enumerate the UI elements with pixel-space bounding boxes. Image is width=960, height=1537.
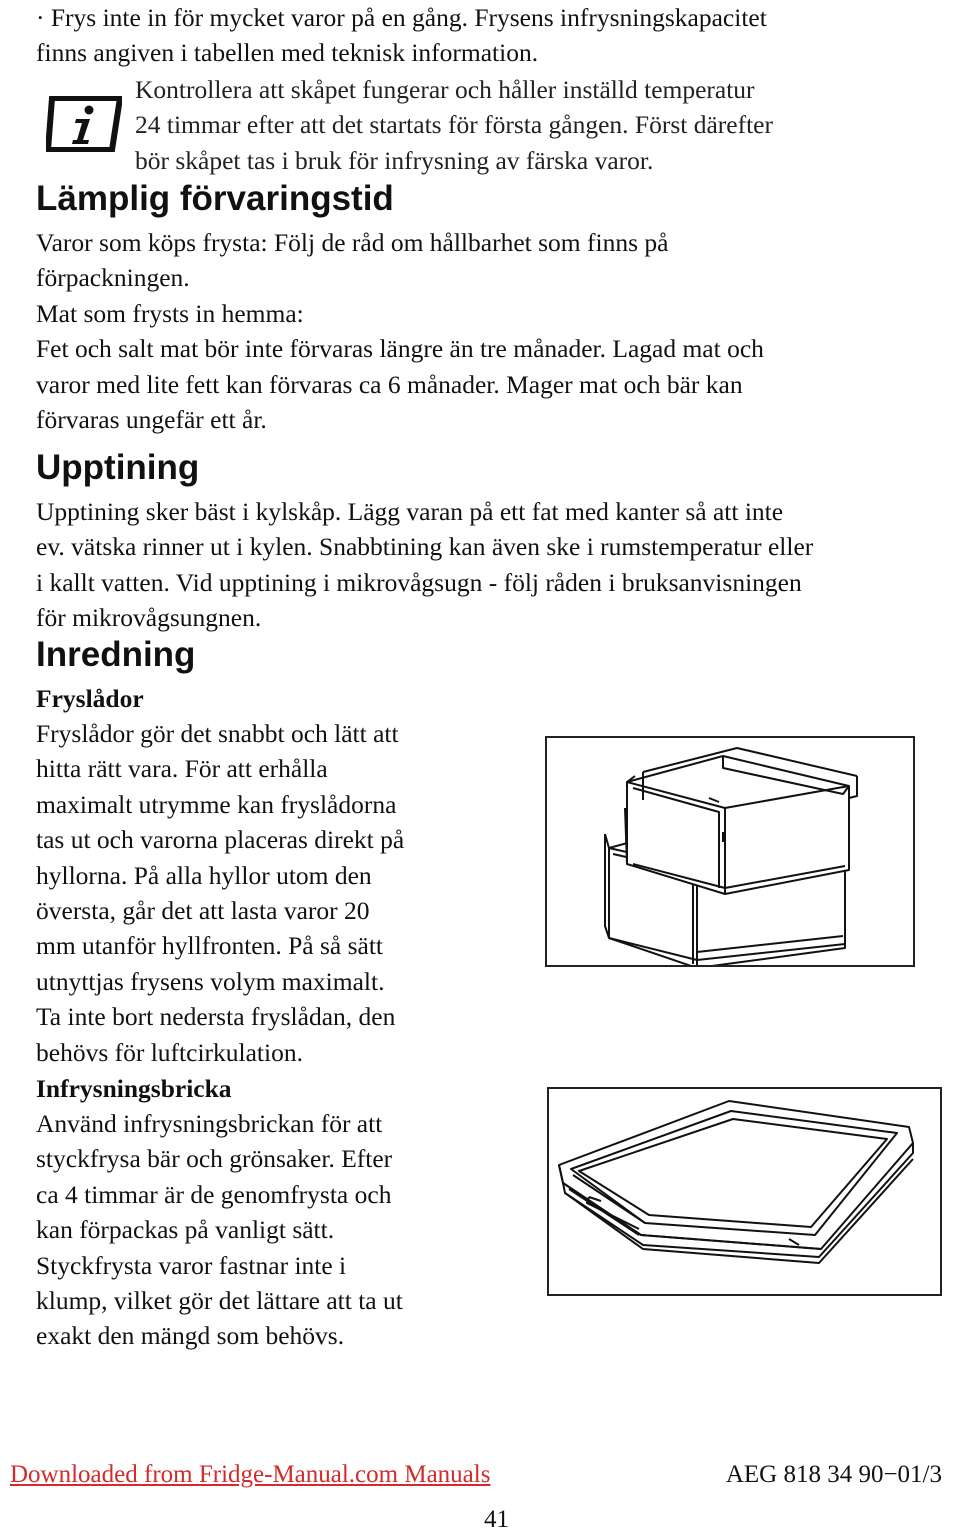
tray-paragraph xyxy=(36,1106,403,1354)
drawers-paragraph xyxy=(36,716,404,1070)
thawing-heading: Upptining xyxy=(36,448,200,487)
drawers-line: behövs för luftcirkulation. xyxy=(36,1037,303,1067)
tray-line: ca 4 timmar är de genomfrysta och xyxy=(36,1179,392,1209)
tray-subheading: Infrysningsbricka xyxy=(36,1074,232,1103)
storage-paragraph xyxy=(36,225,764,437)
tray-line: styckfrysa bär och grönsaker. Efter xyxy=(36,1144,393,1174)
storage-line: Fet och salt mat bör inte förvaras längre än tre månader. Lagad mat och xyxy=(36,334,764,364)
freezing-tray-drawing xyxy=(549,1089,940,1294)
download-source-link[interactable]: Downloaded from Fridge-Manual.com Manuals xyxy=(10,1461,491,1488)
tray-line: Styckfrysta varor fastnar inte i xyxy=(36,1250,347,1280)
intro-line: · Frys inte in för mycket varor på en gång. Frysens infrysningskapacitet xyxy=(36,3,767,32)
storage-line: förpackningen. xyxy=(36,263,190,293)
freezing-tray-illustration xyxy=(547,1087,942,1296)
info-note xyxy=(135,72,773,178)
drawers-line: Ta inte bort nedersta fryslådan, den xyxy=(36,1002,396,1032)
freezer-drawers-drawing xyxy=(547,738,913,965)
drawers-line: utnyttjas frysens volym maximalt. xyxy=(36,966,385,996)
intro-line: finns angiven i tabellen med teknisk information. xyxy=(36,38,539,68)
drawers-line: hitta rätt vara. För att erhålla xyxy=(36,754,328,784)
drawers-line: översta, går det att lasta varor 20 xyxy=(36,896,370,926)
thawing-line: för mikrovågsungnen. xyxy=(36,603,262,633)
storage-line: Varor som köps frysta: Följ de råd om hållbarhet som finns på xyxy=(36,228,669,257)
page-number: 41 xyxy=(484,1506,509,1533)
drawers-line: hyllorna. På alla hyllor utom den xyxy=(36,860,372,890)
drawers-line: Fryslådor gör det snabbt och lätt att xyxy=(36,719,399,748)
thawing-line: ev. vätska rinner ut i kylen. Snabbtining kan även ske i rumstemperatur eller xyxy=(36,532,814,562)
tray-line: klump, vilket gör det lättare att ta ut xyxy=(36,1286,403,1316)
thawing-line: Upptining sker bäst i kylskåp. Lägg varan på ett fat med kanter så att inte xyxy=(36,497,784,526)
storage-line: Mat som frysts in hemma: xyxy=(36,298,304,328)
tray-line: exakt den mängd som behövs. xyxy=(36,1321,345,1351)
storage-heading: Lämplig förvaringstid xyxy=(36,179,394,218)
freezer-drawers-illustration xyxy=(545,736,915,967)
model-code: AEG 818 34 90−01/3 xyxy=(725,1461,942,1488)
interior-heading: Inredning xyxy=(36,635,196,674)
thawing-paragraph xyxy=(36,494,813,636)
info-line: 24 timmar efter att det startats för första gången. Först därefter xyxy=(135,110,773,140)
drawers-line: maximalt utrymme kan fryslådorna xyxy=(36,789,397,819)
drawers-line: tas ut och varorna placeras direkt på xyxy=(36,825,405,855)
info-line: Kontrollera att skåpet fungerar och håller inställd temperatur xyxy=(135,75,755,104)
drawers-subheading: Fryslådor xyxy=(36,684,144,713)
tray-line: kan förpackas på vanligt sätt. xyxy=(36,1215,335,1245)
thawing-line: i kallt vatten. Vid upptining i mikrovågsugn - följ råden i bruksanvisningen xyxy=(36,567,802,597)
info-line: bör skåpet tas i bruk för infrysning av färska varor. xyxy=(135,145,654,175)
storage-line: varor med lite fett kan förvaras ca 6 månader. Mager mat och bär kan xyxy=(36,369,743,399)
intro-paragraph xyxy=(36,0,767,71)
storage-line: förvaras ungefär ett år. xyxy=(36,405,267,435)
tray-line: Använd infrysningsbrickan för att xyxy=(36,1109,383,1138)
info-icon xyxy=(46,96,122,152)
drawers-line: mm utanför hyllfronten. På så sätt xyxy=(36,931,384,961)
